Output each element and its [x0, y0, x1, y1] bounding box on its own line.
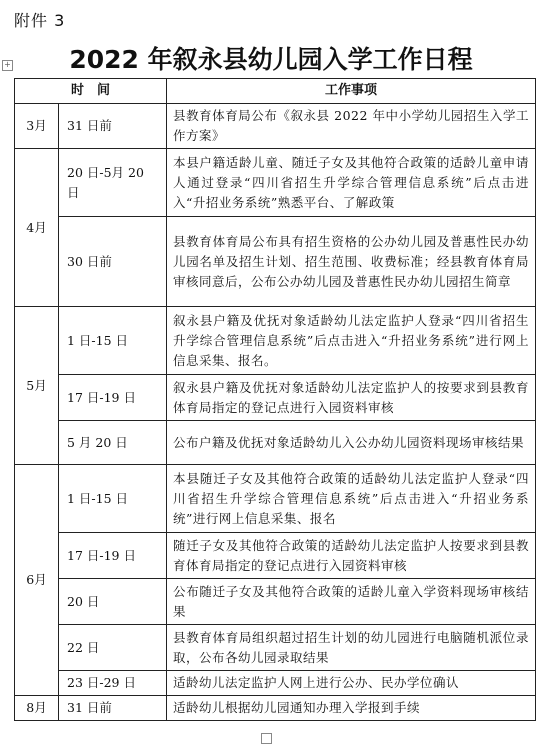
table-row: [15, 307, 536, 375]
date-cell: 31 日前: [59, 104, 167, 149]
date-cell: 1 日-15 日: [59, 307, 167, 375]
task-cell: 县教育体育局公布具有招生资格的公办幼儿园及普惠性民办幼儿园名单及招生计划、招生范围、收费标准；经县教育体育局审核同意后，公布公办幼儿园及普惠性民办幼儿园招生简章: [167, 217, 536, 307]
task-cell: 县教育体育局公布《叙永县 2022 年中小学幼儿园招生入学工作方案》: [167, 104, 536, 149]
table-row: [15, 696, 536, 721]
month-cell: 3月: [15, 104, 59, 149]
task-column-header: 工作事项: [167, 79, 536, 104]
table-row: [15, 533, 536, 579]
table-row: [15, 579, 536, 625]
time-column-header: 时 间: [15, 79, 167, 104]
table-row: [15, 217, 536, 307]
attachment-label: 附件 3: [14, 11, 66, 30]
month-cell: 5月: [15, 307, 59, 465]
task-cell: 本县户籍适龄儿童、随迁子女及其他符合政策的适龄儿童申请人通过登录“四川省招生升学综合管理信息系统”后点击进入“升招业务系统”熟悉平台、了解政策: [167, 149, 536, 217]
date-cell: 20 日: [59, 579, 167, 625]
document-title: 2022 年叙永县幼儿园入学工作日程: [69, 45, 473, 74]
task-cell: 随迁子女及其他符合政策的适龄幼儿法定监护人按要求到县教育体育局指定的登记点进行入园资料审核: [167, 533, 536, 579]
table-row: [15, 465, 536, 533]
date-cell: 17 日-19 日: [59, 375, 167, 421]
task-cell: 公布随迁子女及其他符合政策的适龄儿童入学资料现场审核结果: [167, 579, 536, 625]
table-row: [15, 375, 536, 421]
date-cell: 31 日前: [59, 696, 167, 721]
task-cell: 适龄幼儿法定监护人网上进行公办、民办学位确认: [167, 671, 536, 696]
task-cell: 公布户籍及优抚对象适龄幼儿入公办幼儿园资料现场审核结果: [167, 421, 536, 465]
date-cell: 30 日前: [59, 217, 167, 307]
date-cell: 22 日: [59, 625, 167, 671]
schedule-table: [14, 78, 536, 721]
table-row: [15, 421, 536, 465]
date-cell: 1 日-15 日: [59, 465, 167, 533]
task-cell: 县教育体育局组织超过招生计划的幼儿园进行电脑随机派位录取，公布各幼儿园录取结果: [167, 625, 536, 671]
month-cell: 8月: [15, 696, 59, 721]
table-header-row: [15, 79, 536, 104]
date-cell: 23 日-29 日: [59, 671, 167, 696]
task-cell: 本县随迁子女及其他符合政策的适龄幼儿法定监护人登录“四川省招生升学综合管理信息系统”后点击进入“升招业务系统”进行网上信息采集、报名: [167, 465, 536, 533]
task-cell: 叙永县户籍及优抚对象适龄幼儿法定监护人的按要求到县教育体育局指定的登记点进行入园资料审核: [167, 375, 536, 421]
month-cell: 4月: [15, 149, 59, 307]
task-cell: 适龄幼儿根据幼儿园通知办理入学报到手续: [167, 696, 536, 721]
table-resize-handle-icon[interactable]: [261, 733, 272, 744]
table-row: [15, 104, 536, 149]
table-row: [15, 625, 536, 671]
date-cell: 17 日-19 日: [59, 533, 167, 579]
table-row: [15, 149, 536, 217]
date-cell: 20 日-5月 20 日: [59, 149, 167, 217]
table-move-handle-icon[interactable]: +: [2, 60, 13, 71]
table-row: [15, 671, 536, 696]
month-cell: 6月: [15, 465, 59, 696]
task-cell: 叙永县户籍及优抚对象适龄幼儿法定监护人登录“四川省招生升学综合管理信息系统”后点击进入“升招业务系统”进行网上信息采集、报名。: [167, 307, 536, 375]
date-cell: 5 月 20 日: [59, 421, 167, 465]
